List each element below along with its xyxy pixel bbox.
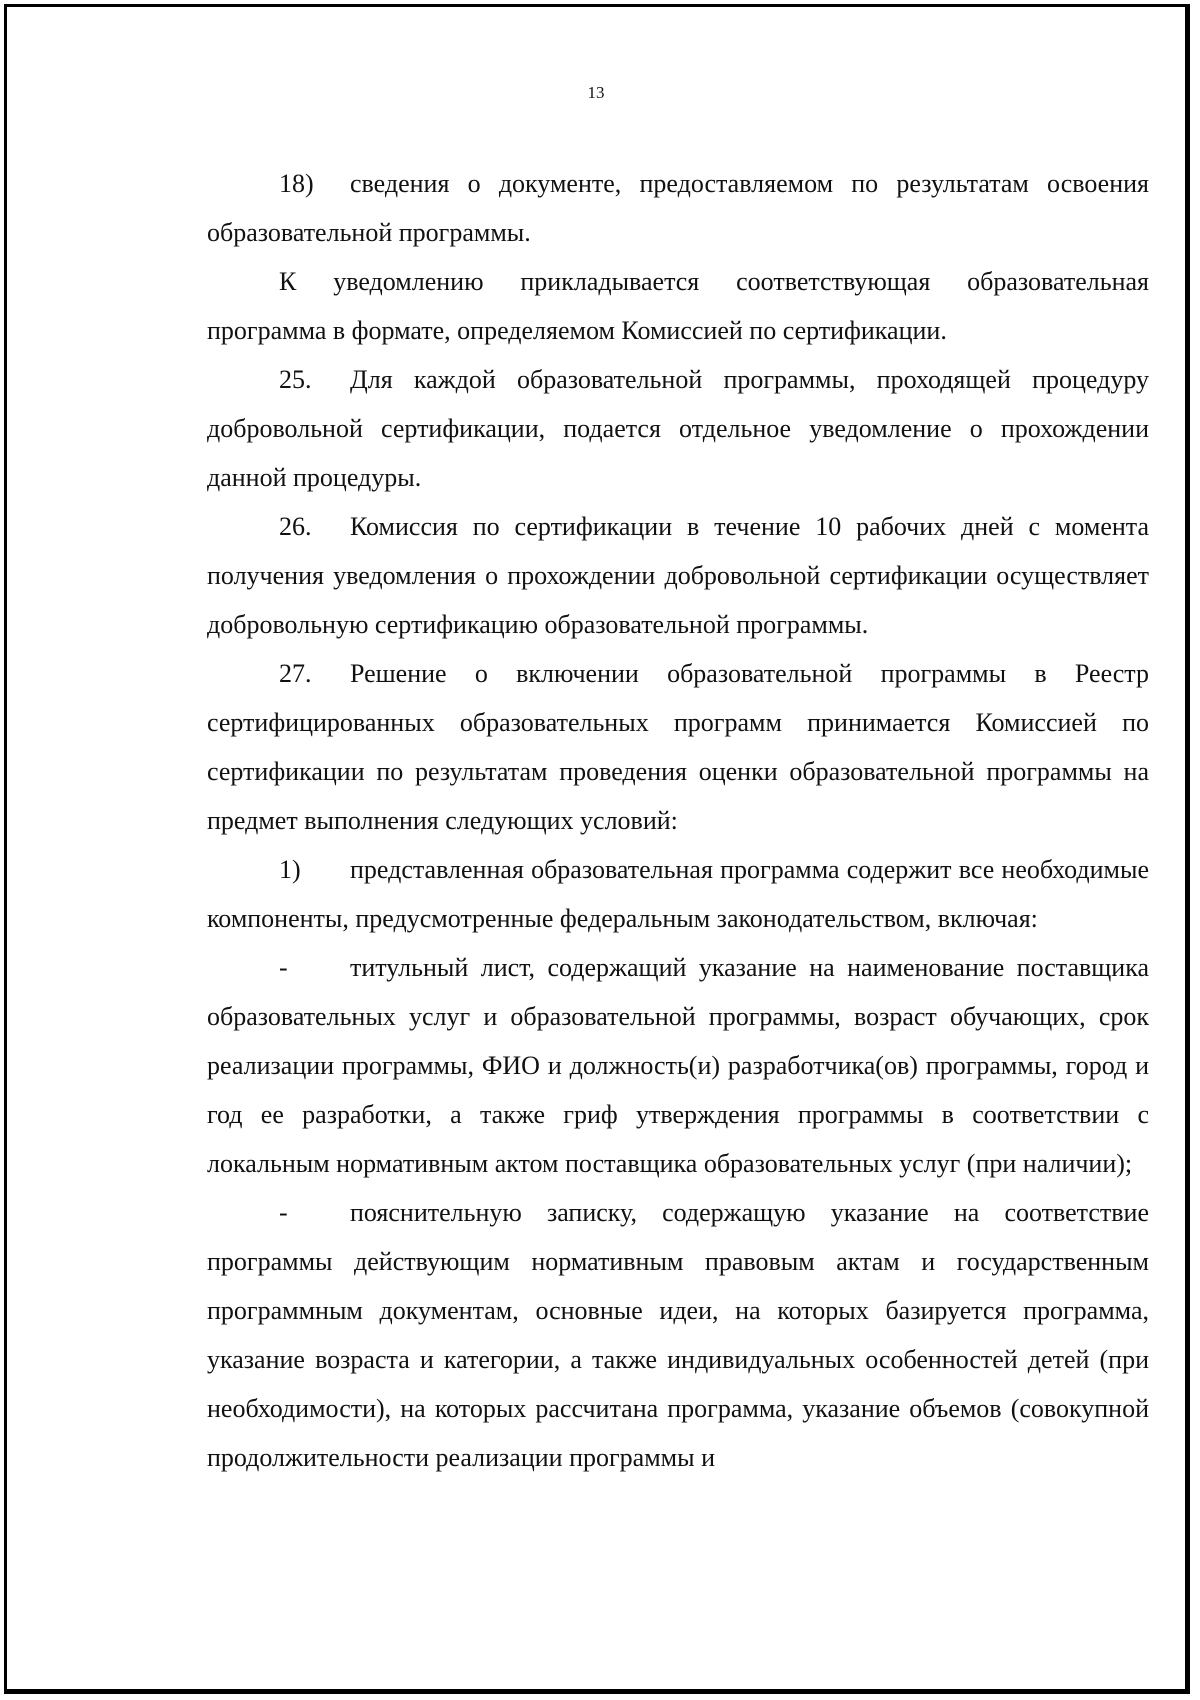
- paragraph-marker: 18): [279, 169, 314, 198]
- paragraph-clause-26: [207, 502, 1149, 649]
- paragraph-clause-25: [207, 355, 1149, 502]
- paragraph-marker: 25.: [279, 365, 312, 394]
- paragraph-text: пояснительную записку, содержащую указание на соответствие программы действующим нормативным правовым актам и государственным программным документам, основные идеи, на которых базируется программа, указание возраста и категории, а также индивидуальных особенностей детей (при необходимости), на которых рассчитана программа, указание объемов (совокупной продолжительности реализации программы и: [207, 1198, 1149, 1472]
- paragraph-text: сведения о документе, предоставляемом по результатам освоения образовательной программы.: [207, 169, 1149, 247]
- document-page: [4, 4, 1190, 1694]
- paragraph-text: К уведомлению прикладывается соответствующая образовательная программа в формате, определяемом Комиссией по сертификации.: [207, 267, 1149, 345]
- paragraph-bullet-explanatory-note: [207, 1188, 1149, 1482]
- paragraph-item-18: [207, 159, 1149, 257]
- paragraph-attachment: [207, 257, 1149, 355]
- paragraph-text: Комиссия по сертификации в течение 10 рабочих дней с момента получения уведомления о прохождении добровольной сертификации осуществляет добровольную сертификацию образовательной программы.: [207, 512, 1149, 639]
- paragraph-text: представленная образовательная программа содержит все необходимые компоненты, предусмотренные федеральным законодательством, включая:: [207, 855, 1149, 933]
- paragraph-text: титульный лист, содержащий указание на наименование поставщика образовательных услуг и образовательной программы, возраст обучающих, срок реализации программы, ФИО и должность(и) разработчика(ов) программы, город и год ее разработки, а также гриф утверждения программы в соответствии с локальным нормативным актом поставщика образовательных услуг (при наличии);: [207, 953, 1149, 1178]
- paragraph-marker: 26.: [279, 512, 312, 541]
- bullet-dash: -: [279, 953, 288, 982]
- page-number: 13: [587, 83, 605, 102]
- paragraph-text: Для каждой образовательной программы, проходящей процедуру добровольной сертификации, подается отдельное уведомление о прохождении данной процедуры.: [207, 365, 1149, 492]
- paragraph-clause-27: [207, 649, 1149, 845]
- paragraph-text: Решение о включении образовательной программы в Реестр сертифицированных образовательных программ принимается Комиссией по сертификации по результатам проведения оценки образовательной программы на предмет выполнения следующих условий:: [207, 659, 1149, 835]
- document-body: [207, 159, 1149, 1482]
- paragraph-marker: 27.: [279, 659, 312, 688]
- paragraph-bullet-title-page: [207, 943, 1149, 1188]
- paragraph-condition-1: [207, 845, 1149, 943]
- paragraph-marker: 1): [279, 855, 301, 884]
- bullet-dash: -: [279, 1198, 288, 1227]
